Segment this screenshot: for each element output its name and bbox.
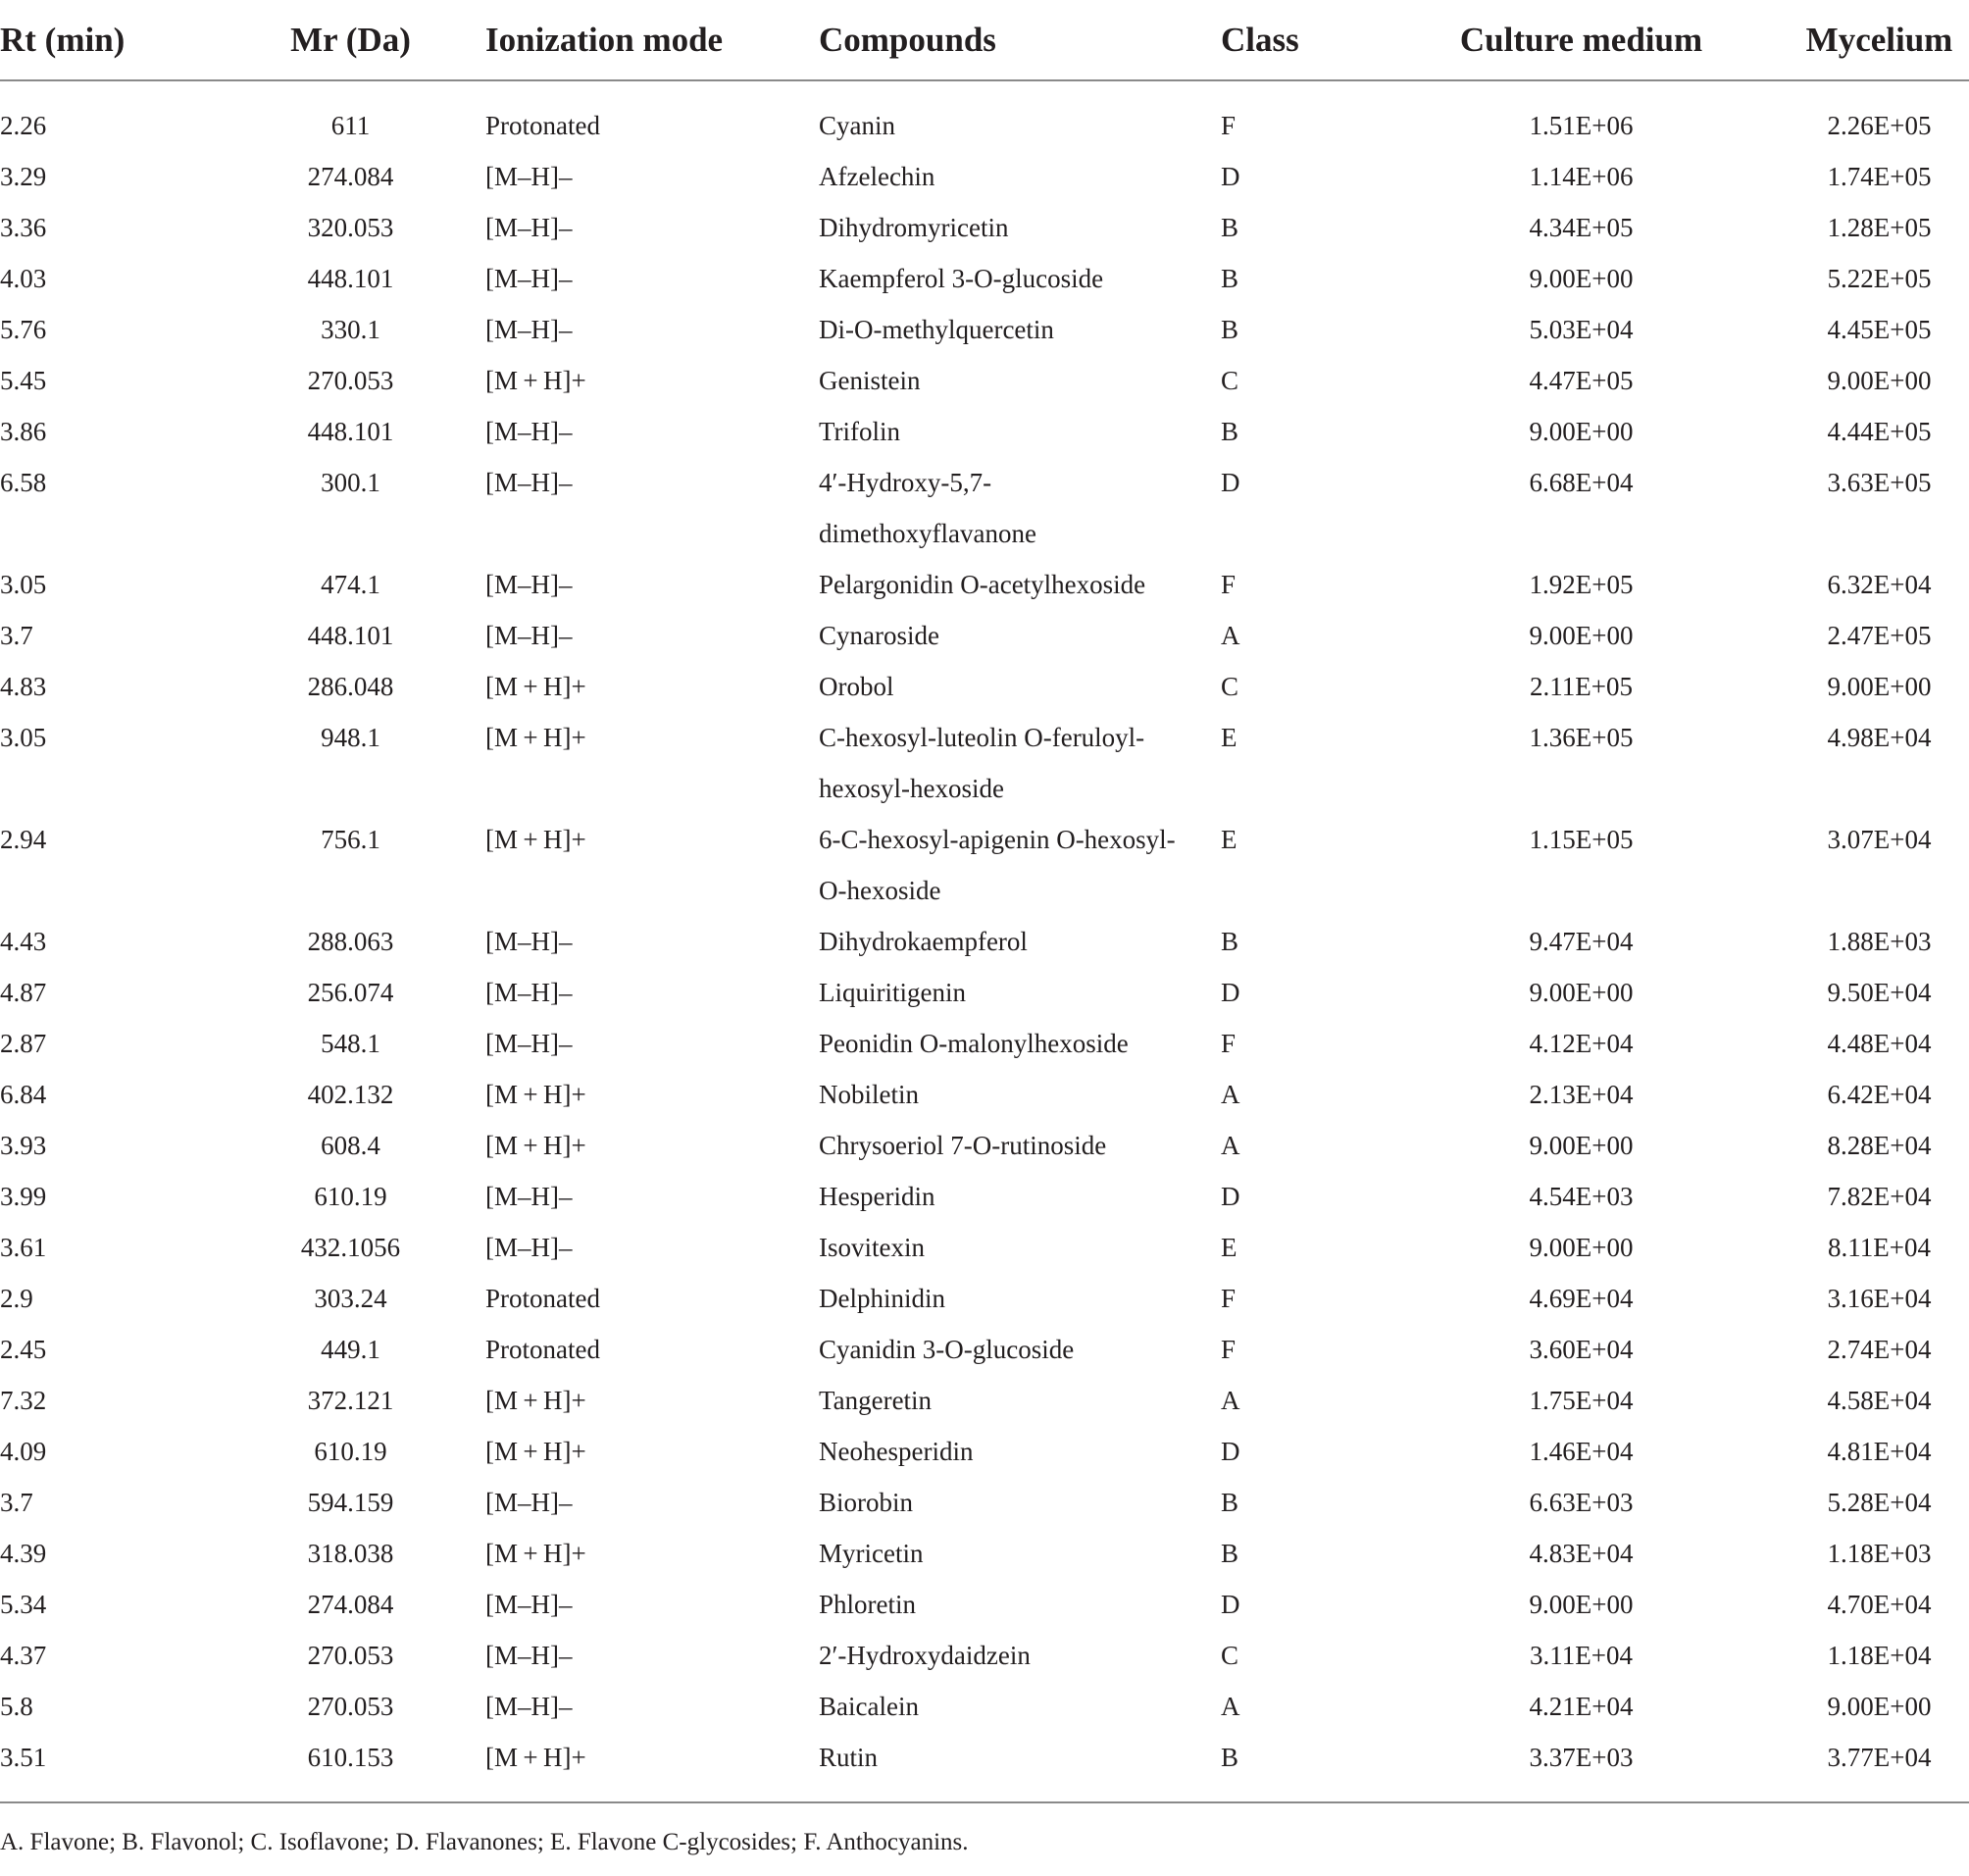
cell-ionization-mode: Protonated xyxy=(485,1284,600,1313)
cell-mycelium: 1.28E+05 xyxy=(1827,213,1932,242)
cell-rt: 4.09 xyxy=(0,1437,47,1466)
cell-mr: 300.1 xyxy=(321,468,380,497)
cell-culture-medium: 1.51E+06 xyxy=(1529,111,1634,140)
cell-compound: Baicalein xyxy=(819,1692,919,1721)
cell-culture-medium: 9.00E+00 xyxy=(1529,417,1634,446)
cell-compound: Myricetin xyxy=(819,1539,924,1568)
table-row xyxy=(0,1579,1969,1630)
cell-ionization-mode: [M–H]– xyxy=(485,570,573,599)
cell-compound: 6-C-hexosyl-apigenin O-hexosyl-O-hexoside xyxy=(819,825,1176,905)
cell-class: D xyxy=(1221,468,1240,497)
table-row xyxy=(0,1273,1969,1324)
cell-mycelium: 3.63E+05 xyxy=(1827,468,1932,497)
cell-mycelium: 4.48E+04 xyxy=(1827,1029,1932,1058)
cell-culture-medium: 4.21E+04 xyxy=(1529,1692,1634,1721)
cell-culture-medium: 3.11E+04 xyxy=(1530,1641,1633,1670)
table-row xyxy=(0,1630,1969,1681)
header-ionization-mode: Ionization mode xyxy=(466,0,799,80)
header-culture-medium: Culture medium xyxy=(1432,0,1731,80)
cell-culture-medium: 1.36E+05 xyxy=(1529,723,1634,752)
cell-culture-medium: 1.46E+04 xyxy=(1529,1437,1634,1466)
cell-mr: 303.24 xyxy=(314,1284,387,1313)
table-row xyxy=(0,559,1969,610)
cell-mycelium: 1.18E+04 xyxy=(1827,1641,1932,1670)
header-rt: Rt (min) xyxy=(0,0,235,80)
cell-mr: 948.1 xyxy=(321,723,380,752)
cell-mr: 448.101 xyxy=(307,621,394,650)
cell-compound: Cyanin xyxy=(819,111,895,140)
cell-rt: 6.58 xyxy=(0,468,47,497)
cell-compound: C-hexosyl-luteolin O-feruloyl-hexosyl-hexoside xyxy=(819,723,1145,803)
cell-rt: 3.36 xyxy=(0,213,47,242)
cell-mycelium: 6.32E+04 xyxy=(1827,570,1932,599)
cell-ionization-mode: [M + H]+ xyxy=(485,366,586,395)
cell-ionization-mode: [M–H]– xyxy=(485,162,573,191)
cell-ionization-mode: [M–H]– xyxy=(485,927,573,956)
table-row xyxy=(0,967,1969,1018)
cell-mr: 288.063 xyxy=(307,927,394,956)
cell-mycelium: 9.50E+04 xyxy=(1827,978,1932,1007)
cell-culture-medium: 1.92E+05 xyxy=(1529,570,1634,599)
cell-class: B xyxy=(1221,213,1239,242)
cell-ionization-mode: [M–H]– xyxy=(485,1029,573,1058)
cell-compound: Isovitexin xyxy=(819,1233,925,1262)
cell-compound: Pelargonidin O-acetylhexoside xyxy=(819,570,1146,599)
cell-culture-medium: 9.00E+00 xyxy=(1529,1590,1634,1619)
table-row xyxy=(0,1018,1969,1069)
cell-rt: 3.61 xyxy=(0,1233,47,1262)
cell-culture-medium: 4.83E+04 xyxy=(1529,1539,1634,1568)
table-row xyxy=(0,1171,1969,1222)
cell-ionization-mode: [M + H]+ xyxy=(485,723,586,752)
cell-culture-medium: 9.47E+04 xyxy=(1529,927,1634,956)
table-row xyxy=(0,1681,1969,1732)
cell-ionization-mode: Protonated xyxy=(485,1335,600,1364)
cell-ionization-mode: [M–H]– xyxy=(485,1692,573,1721)
cell-ionization-mode: [M–H]– xyxy=(485,1590,573,1619)
cell-class: B xyxy=(1221,1488,1239,1517)
cell-mycelium: 3.07E+04 xyxy=(1827,825,1932,854)
cell-ionization-mode: [M–H]– xyxy=(485,264,573,293)
cell-class: A xyxy=(1221,1692,1240,1721)
cell-mycelium: 8.28E+04 xyxy=(1827,1131,1932,1160)
cell-mr: 610.19 xyxy=(314,1182,387,1211)
cell-compound: Rutin xyxy=(819,1743,879,1772)
cell-rt: 3.05 xyxy=(0,570,47,599)
cell-mr: 608.4 xyxy=(321,1131,380,1160)
table-row xyxy=(0,253,1969,304)
cell-culture-medium: 9.00E+00 xyxy=(1529,621,1634,650)
cell-ionization-mode: [M–H]– xyxy=(485,417,573,446)
cell-compound: Cyanidin 3-O-glucoside xyxy=(819,1335,1075,1364)
cell-class: B xyxy=(1221,927,1239,956)
table-row xyxy=(0,457,1969,559)
cell-compound: Nobiletin xyxy=(819,1080,919,1109)
cell-compound: Neohesperidin xyxy=(819,1437,974,1466)
cell-rt: 3.05 xyxy=(0,723,47,752)
cell-mr: 270.053 xyxy=(307,1692,394,1721)
table-row xyxy=(0,610,1969,661)
cell-ionization-mode: [M + H]+ xyxy=(485,825,586,854)
cell-mr: 270.053 xyxy=(307,366,394,395)
cell-rt: 5.76 xyxy=(0,315,47,344)
cell-compound: Hesperidin xyxy=(819,1182,935,1211)
table-row xyxy=(0,1222,1969,1273)
cell-rt: 3.7 xyxy=(0,621,33,650)
header-compounds: Compounds xyxy=(799,0,1201,80)
cell-ionization-mode: [M–H]– xyxy=(485,1233,573,1262)
cell-mycelium: 9.00E+00 xyxy=(1827,672,1932,701)
cell-rt: 2.87 xyxy=(0,1029,47,1058)
cell-class: B xyxy=(1221,1743,1239,1772)
cell-rt: 2.45 xyxy=(0,1335,47,1364)
cell-class: F xyxy=(1221,570,1237,599)
table-row xyxy=(0,355,1969,406)
cell-rt: 3.29 xyxy=(0,162,47,191)
cell-ionization-mode: [M–H]– xyxy=(485,315,573,344)
cell-mr: 449.1 xyxy=(321,1335,380,1364)
cell-culture-medium: 4.12E+04 xyxy=(1529,1029,1634,1058)
table-row xyxy=(0,814,1969,916)
cell-ionization-mode: [M + H]+ xyxy=(485,1080,586,1109)
cell-mycelium: 8.11E+04 xyxy=(1828,1233,1931,1262)
cell-ionization-mode: [M–H]– xyxy=(485,978,573,1007)
cell-ionization-mode: [M + H]+ xyxy=(485,1131,586,1160)
cell-class: A xyxy=(1221,1386,1240,1415)
cell-culture-medium: 5.03E+04 xyxy=(1529,315,1634,344)
cell-class: A xyxy=(1221,1131,1240,1160)
cell-culture-medium: 6.63E+03 xyxy=(1529,1488,1634,1517)
cell-mr: 474.1 xyxy=(321,570,380,599)
cell-culture-medium: 4.69E+04 xyxy=(1529,1284,1634,1313)
cell-culture-medium: 2.11E+05 xyxy=(1530,672,1633,701)
cell-mr: 611 xyxy=(330,111,371,140)
table-row xyxy=(0,712,1969,814)
cell-mycelium: 2.26E+05 xyxy=(1827,111,1932,140)
cell-culture-medium: 1.75E+04 xyxy=(1529,1386,1634,1415)
cell-class: B xyxy=(1221,417,1239,446)
cell-mycelium: 4.44E+05 xyxy=(1827,417,1932,446)
cell-compound: Biorobin xyxy=(819,1488,914,1517)
cell-compound: Trifolin xyxy=(819,417,901,446)
cell-class: F xyxy=(1221,111,1237,140)
cell-mycelium: 5.22E+05 xyxy=(1827,264,1932,293)
cell-class: C xyxy=(1221,366,1239,395)
cell-mycelium: 5.28E+04 xyxy=(1827,1488,1932,1517)
cell-culture-medium: 9.00E+00 xyxy=(1529,978,1634,1007)
cell-compound: 4′-Hydroxy-5,7-dimethoxyflavanone xyxy=(819,468,1036,548)
cell-compound: Dihydrokaempferol xyxy=(819,927,1028,956)
table-row xyxy=(0,1324,1969,1375)
header-row xyxy=(0,0,1969,80)
cell-mr: 320.053 xyxy=(307,213,394,242)
cell-compound: Delphinidin xyxy=(819,1284,945,1313)
table-row xyxy=(0,1477,1969,1528)
cell-mycelium: 9.00E+00 xyxy=(1827,1692,1932,1721)
table-body xyxy=(0,80,1969,1801)
cell-mr: 448.101 xyxy=(307,264,394,293)
cell-compound: Orobol xyxy=(819,672,894,701)
cell-compound: Genistein xyxy=(819,366,921,395)
cell-culture-medium: 9.00E+00 xyxy=(1529,1131,1634,1160)
cell-ionization-mode: [M–H]– xyxy=(485,213,573,242)
cell-mycelium: 4.45E+05 xyxy=(1827,315,1932,344)
cell-ionization-mode: [M + H]+ xyxy=(485,1437,586,1466)
table-row xyxy=(0,1120,1969,1171)
cell-culture-medium: 9.00E+00 xyxy=(1529,1233,1634,1262)
table-row xyxy=(0,661,1969,712)
cell-ionization-mode: [M + H]+ xyxy=(485,672,586,701)
footer-rule xyxy=(0,1801,1969,1862)
cell-ionization-mode: [M + H]+ xyxy=(485,1539,586,1568)
table-row xyxy=(0,1528,1969,1579)
cell-ionization-mode: [M + H]+ xyxy=(485,1743,586,1772)
cell-mr: 330.1 xyxy=(321,315,380,344)
cell-compound: Chrysoeriol 7-O-rutinoside xyxy=(819,1131,1107,1160)
cell-class: F xyxy=(1221,1029,1237,1058)
cell-culture-medium: 3.37E+03 xyxy=(1529,1743,1634,1772)
cell-rt: 3.7 xyxy=(0,1488,33,1517)
cell-rt: 2.9 xyxy=(0,1284,33,1313)
cell-class: A xyxy=(1221,621,1240,650)
cell-mycelium: 1.88E+03 xyxy=(1827,927,1932,956)
cell-rt: 5.8 xyxy=(0,1692,33,1721)
cell-class: D xyxy=(1221,1182,1240,1211)
table-row xyxy=(0,406,1969,457)
cell-ionization-mode: [M–H]– xyxy=(485,621,573,650)
cell-culture-medium: 1.15E+05 xyxy=(1529,825,1634,854)
cell-class: B xyxy=(1221,1539,1239,1568)
cell-mr: 594.159 xyxy=(307,1488,394,1517)
cell-ionization-mode: [M–H]– xyxy=(485,1182,573,1211)
cell-rt: 7.32 xyxy=(0,1386,47,1415)
cell-mr: 548.1 xyxy=(321,1029,380,1058)
cell-mr: 274.084 xyxy=(307,1590,394,1619)
cell-class: B xyxy=(1221,264,1239,293)
cell-mycelium: 4.58E+04 xyxy=(1827,1386,1932,1415)
cell-class: F xyxy=(1221,1335,1237,1364)
cell-culture-medium: 4.34E+05 xyxy=(1529,213,1634,242)
cell-class: E xyxy=(1221,1233,1237,1262)
table-row xyxy=(0,916,1969,967)
cell-culture-medium: 4.54E+03 xyxy=(1529,1182,1634,1211)
cell-ionization-mode: [M + H]+ xyxy=(485,1386,586,1415)
cell-compound: Phloretin xyxy=(819,1590,916,1619)
cell-class: E xyxy=(1221,723,1237,752)
cell-rt: 3.93 xyxy=(0,1131,47,1160)
cell-culture-medium: 9.00E+00 xyxy=(1529,264,1634,293)
cell-compound: 2′-Hydroxydaidzein xyxy=(819,1641,1031,1670)
cell-rt: 2.94 xyxy=(0,825,47,854)
cell-mycelium: 4.98E+04 xyxy=(1827,723,1932,752)
cell-culture-medium: 4.47E+05 xyxy=(1529,366,1634,395)
table-row xyxy=(0,1732,1969,1801)
cell-class: B xyxy=(1221,315,1239,344)
cell-mycelium: 1.18E+03 xyxy=(1827,1539,1932,1568)
cell-rt: 4.37 xyxy=(0,1641,47,1670)
table-row xyxy=(0,1375,1969,1426)
cell-class: C xyxy=(1221,672,1239,701)
cell-mycelium: 1.74E+05 xyxy=(1827,162,1932,191)
cell-ionization-mode: [M–H]– xyxy=(485,1488,573,1517)
cell-mr: 402.132 xyxy=(307,1080,394,1109)
cell-ionization-mode: [M–H]– xyxy=(485,1641,573,1670)
cell-mr: 610.153 xyxy=(307,1743,394,1772)
cell-mycelium: 3.16E+04 xyxy=(1827,1284,1932,1313)
cell-class: E xyxy=(1221,825,1237,854)
cell-mr: 756.1 xyxy=(321,825,380,854)
header-mycelium: Mycelium xyxy=(1731,0,1969,80)
cell-mycelium: 4.70E+04 xyxy=(1827,1590,1932,1619)
cell-class: D xyxy=(1221,1437,1240,1466)
cell-compound: Peonidin O-malonylhexoside xyxy=(819,1029,1129,1058)
cell-culture-medium: 3.60E+04 xyxy=(1529,1335,1634,1364)
cell-class: D xyxy=(1221,978,1240,1007)
cell-mycelium: 2.47E+05 xyxy=(1827,621,1932,650)
class-footnote: A. Flavone; B. Flavonol; C. Isoflavone; D. Flavanones; E. Flavone C-glycosides; F. Anthocyanins. xyxy=(0,1829,969,1855)
cell-culture-medium: 1.14E+06 xyxy=(1529,162,1634,191)
cell-rt: 3.51 xyxy=(0,1743,47,1772)
table-row xyxy=(0,304,1969,355)
cell-compound: Liquiritigenin xyxy=(819,978,966,1007)
table-row xyxy=(0,1069,1969,1120)
cell-mr: 448.101 xyxy=(307,417,394,446)
cell-mr: 274.084 xyxy=(307,162,394,191)
cell-compound: Di-O-methylquercetin xyxy=(819,315,1054,344)
cell-rt: 4.03 xyxy=(0,264,47,293)
cell-class: F xyxy=(1221,1284,1237,1313)
cell-mycelium: 6.42E+04 xyxy=(1827,1080,1932,1109)
cell-compound: Kaempferol 3-O-glucoside xyxy=(819,264,1104,293)
cell-mycelium: 7.82E+04 xyxy=(1827,1182,1932,1211)
cell-rt: 6.84 xyxy=(0,1080,47,1109)
cell-rt: 4.39 xyxy=(0,1539,47,1568)
cell-mycelium: 2.74E+04 xyxy=(1827,1335,1932,1364)
table-row xyxy=(0,202,1969,253)
cell-compound: Afzelechin xyxy=(819,162,935,191)
cell-mycelium: 4.81E+04 xyxy=(1827,1437,1932,1466)
table-row xyxy=(0,1426,1969,1477)
cell-rt: 5.34 xyxy=(0,1590,47,1619)
cell-class: D xyxy=(1221,162,1240,191)
cell-compound: Cynaroside xyxy=(819,621,939,650)
cell-mycelium: 3.77E+04 xyxy=(1827,1743,1932,1772)
cell-class: D xyxy=(1221,1590,1240,1619)
cell-mycelium: 9.00E+00 xyxy=(1827,366,1932,395)
cell-class: A xyxy=(1221,1080,1240,1109)
cell-mr: 432.1056 xyxy=(300,1233,401,1262)
cell-rt: 4.43 xyxy=(0,927,47,956)
cell-mr: 256.074 xyxy=(307,978,394,1007)
header-mr: Mr (Da) xyxy=(235,0,466,80)
table-row xyxy=(0,151,1969,202)
cell-ionization-mode: Protonated xyxy=(485,111,600,140)
table-row xyxy=(0,80,1969,151)
cell-class: C xyxy=(1221,1641,1239,1670)
cell-rt: 3.86 xyxy=(0,417,47,446)
header-class: Class xyxy=(1201,0,1432,80)
cell-rt: 4.87 xyxy=(0,978,47,1007)
cell-culture-medium: 6.68E+04 xyxy=(1529,468,1634,497)
cell-mr: 286.048 xyxy=(307,672,394,701)
cell-rt: 3.99 xyxy=(0,1182,47,1211)
cell-rt: 4.83 xyxy=(0,672,47,701)
cell-mr: 270.053 xyxy=(307,1641,394,1670)
cell-mr: 610.19 xyxy=(314,1437,387,1466)
cell-ionization-mode: [M–H]– xyxy=(485,468,573,497)
cell-culture-medium: 2.13E+04 xyxy=(1529,1080,1634,1109)
cell-compound: Tangeretin xyxy=(819,1386,933,1415)
cell-mr: 318.038 xyxy=(307,1539,394,1568)
cell-rt: 2.26 xyxy=(0,111,47,140)
cell-compound: Dihydromyricetin xyxy=(819,213,1009,242)
cell-mr: 372.121 xyxy=(307,1386,394,1415)
cell-rt: 5.45 xyxy=(0,366,47,395)
